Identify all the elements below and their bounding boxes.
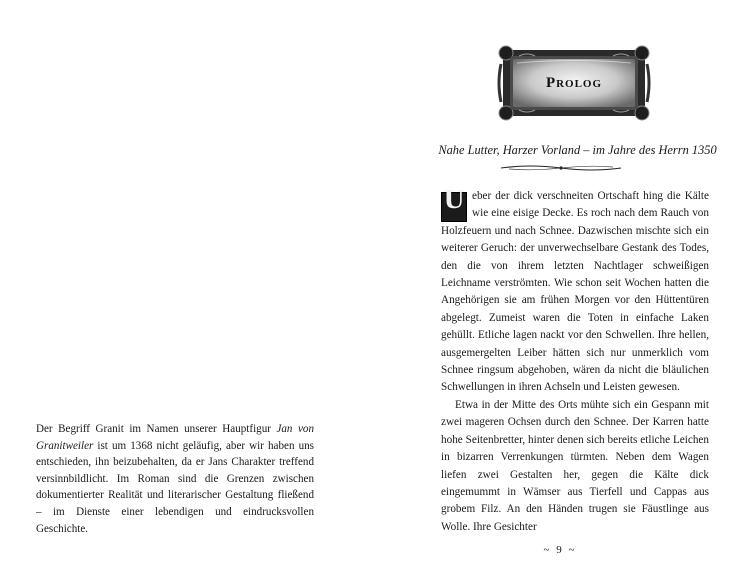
left-page-footnote — [36, 421, 314, 537]
chapter-plaque — [497, 44, 651, 122]
footnote-text-start: Der Begriff Granit im Namen unserer Hauptfigur — [36, 423, 277, 435]
drop-cap-letter: U — [443, 185, 465, 214]
chapter-subtitle: Nahe Lutter, Harzer Vorland – im Jahre des Herrn 1350 — [438, 143, 717, 157]
paragraph-1-text: eber der dick verschneiten Ortschaft hing die Kälte wie eine eisige Decke. Es roch nach dem Rauch von Holzfeuern und nach Schnee. Dazwischen mischte sich ein weiterer Geruch: der unverwechselbare Gestank des Todes, den die von ihrem letzten Nachtlager schweißigen Leichname verströmten. Wie schon seit Wochen hatten die Angehörigen sie am frühen Morgen vor den Hüttentüren abgelegt. Zumeist waren die Toten in einfache Laken gehüllt. Etliche lagen nackt vor den Schwellen. Ihre hellen, ausgemergelten Leiber hätten sich nur unmerklich vom Schnee ringsum abgehoben, wären da nicht die bläulichen Schwellungen in ihren Achseln und Leisten gewesen. — [441, 190, 709, 394]
footnote-italic-name: Jan von Granitweiler — [36, 423, 314, 452]
ornament-divider — [499, 162, 623, 174]
paragraph-2: Etwa in der Mitte des Orts mühte sich ein Gespann mit zwei mageren Ochsen durch den Schnee. Der Karren hatte hohe Seitenbretter, hinter denen sich bereits etliche Leichen in bizarren Verrenkungen türmten. Neben dem Wagen liefen zwei Gestalten her, gegen die Kälte dick eingemummt in Wämser aus Tierfell und Cappas aus grobem Filz. An den Händen trugen sie Fäustlinge aus Wolle. Ihre Gesichter — [441, 398, 709, 533]
chapter-title: Prolog — [545, 74, 603, 91]
chapter-body — [441, 185, 709, 536]
drop-cap — [441, 185, 467, 222]
footnote-text-end: ist um 1368 nicht geläufig, aber wir haben uns entschieden, ihn beizubehalten, da er Jans Charakter treffend versinnbildlicht. Im Roman sind die Grenzen zwischen dokumentierter Realität und literarischer Gestaltung fließend – im Dienste einer lebendigen und eindrucksvollen Geschichte. — [36, 439, 314, 535]
page-number: ~ 9 ~ — [543, 544, 577, 556]
paragraph-1 — [441, 185, 709, 397]
